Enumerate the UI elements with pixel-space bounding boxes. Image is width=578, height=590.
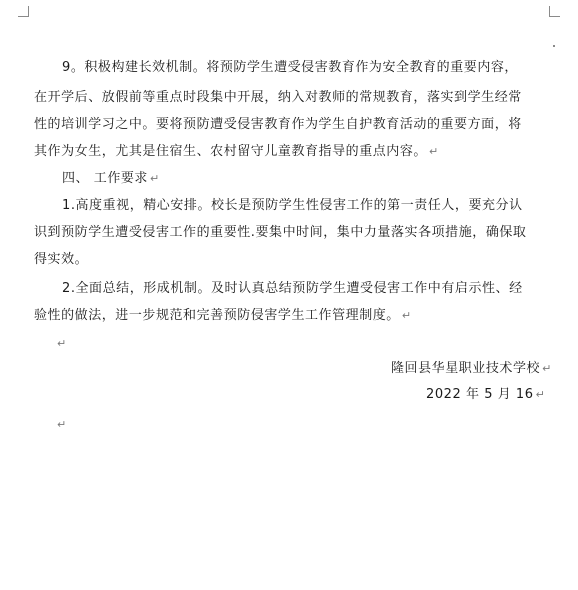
paragraph-line: 9。积极构建长效机制。将预防学生遭受侵害教育作为安全教育的重要内容，	[62, 60, 518, 75]
page-corner-mark-top-left	[18, 6, 29, 17]
paragraph-mark-icon: ↵	[542, 362, 552, 375]
page-corner-mark-top-right	[549, 6, 560, 17]
paragraph-line: 1.高度重视，精心安排。校长是预防学生性侵害工作的第一责任人，要充分认	[62, 198, 523, 213]
paragraph-line: 其作为女生，尤其是住宿生、农村留守儿童教育指导的重点内容。 ↵	[34, 144, 439, 159]
paragraph-mark-icon: ↵	[401, 309, 412, 322]
signature-school: 隆回县华星职业技术学校 ↵	[391, 361, 552, 376]
paragraph-mark-icon: ↵	[535, 388, 546, 401]
paragraph-line: 验性的做法，进一步规范和完善预防侵害学生工作管理制度。 ↵	[34, 308, 412, 323]
signature-date: 2022 年 5 月 16 ↵	[426, 387, 546, 402]
paragraph-line: 2.全面总结，形成机制。及时认真总结预防学生遭受侵害工作中有启示性、经	[62, 281, 523, 296]
paragraph-line: 在开学后、放假前等重点时段集中开展，纳入对教师的常规教育，落实到学生经常	[34, 90, 522, 105]
paragraph-mark-icon: ↵	[149, 172, 160, 185]
empty-paragraph	[55, 334, 67, 354]
paragraph-line: 性的培训学习之中。要将预防遭受侵害教育作为学生自护教育活动的重要方面，将	[34, 117, 522, 132]
paragraph-mark-icon: ↵	[428, 145, 439, 158]
page-corner-dot	[553, 45, 555, 47]
paragraph-line: 识到预防学生遭受侵害工作的重要性.要集中时间，集中力量落实各项措施，确保取	[34, 225, 527, 240]
paragraph-mark-icon: ↵	[57, 418, 67, 431]
section-heading: 四、 工作要求 ↵	[62, 171, 160, 186]
paragraph-line: 得实效。	[34, 252, 89, 267]
empty-paragraph	[55, 415, 67, 435]
paragraph-mark-icon: ↵	[57, 337, 67, 350]
